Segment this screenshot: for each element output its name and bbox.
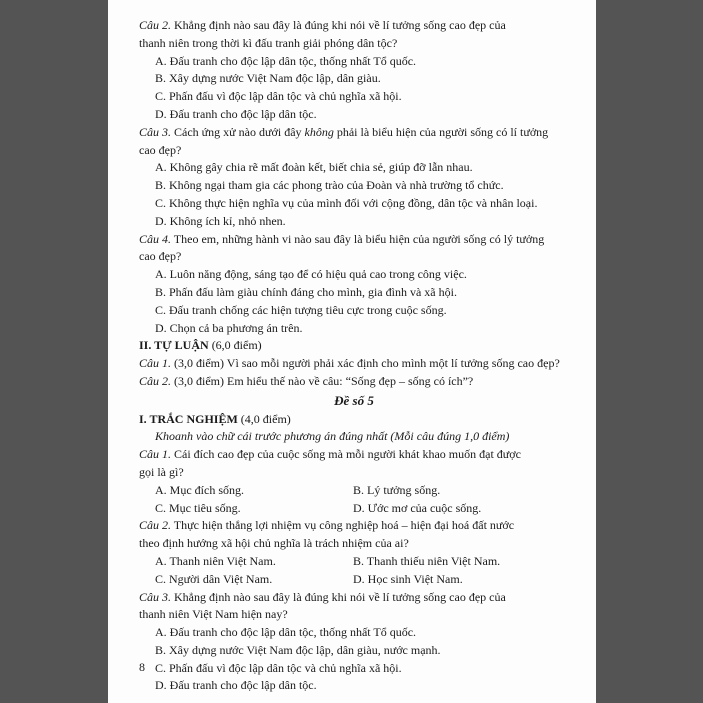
question-number: Câu 2. [139, 18, 172, 32]
question-number: Câu 4. [139, 231, 172, 246]
option-row [139, 482, 569, 500]
question-a2 [139, 17, 569, 35]
question-continuation: thanh niên trong thời kì đấu tranh giải phóng dân tộc? [139, 35, 398, 50]
question-number: Câu 2. [139, 518, 172, 533]
question-continuation: cao đẹp? [139, 249, 182, 264]
option: A. Mục đích sống. [155, 482, 244, 497]
option: D. Học sinh Việt Nam. [353, 571, 463, 586]
option: A. Đấu tranh cho độc lập dân tộc, thống nhất Tổ quốc. [155, 53, 417, 68]
question-text: Khẳng định nào sau đây là đúng khi nói về lí tưởng sống cao đẹp của [171, 589, 506, 604]
option: C. Mục tiêu sống. [155, 500, 241, 515]
question-text: Cách ứng xử nào dưới đây [171, 124, 305, 139]
question-number: Câu 2. [139, 373, 172, 388]
section-title: I. TRẮC NGHIỆM [139, 411, 238, 426]
option: D. Chọn cả ba phương án trên. [155, 320, 303, 335]
exam-title: Đề số 5 [334, 392, 374, 408]
question-text: Thực hiện thắng lợi nhiệm vụ công nghiệp hoá – hiện đại hoá đất nước [171, 518, 515, 533]
question-text: Cái đích cao đẹp của cuộc sống mà mỗi người khát khao muốn đạt được [171, 447, 521, 462]
option: B. Không ngại tham gia các phong trào của Đoàn và nhà trường tổ chức. [155, 178, 504, 193]
essay-question-2 [139, 373, 569, 391]
page-content [139, 17, 569, 695]
negation-word: không [304, 124, 334, 139]
essay-question-1 [139, 355, 569, 373]
question-continuation: gọi là gì? [139, 464, 184, 479]
question-text: Khẳng định nào sau đây là đúng khi nói về lí tưởng sống cao đẹp của [171, 18, 506, 32]
left-background-bar [0, 0, 108, 703]
option: C. Đấu tranh chống các hiện tượng tiêu cực trong cuộc sống. [155, 302, 447, 317]
option: D. Ước mơ của cuộc sống. [353, 500, 482, 515]
question-b1 [139, 446, 569, 464]
option: B. Thanh thiếu niên Việt Nam. [353, 553, 501, 568]
option-row [139, 571, 569, 589]
question-text: (3,0 điểm) Vì sao mỗi người phải xác định cho mình một lí tưởng sống cao đẹp? [171, 356, 560, 371]
section-points: (6,0 điểm) [208, 338, 262, 353]
option: A. Luôn năng động, sáng tạo để có hiệu quả cao trong công việc. [155, 267, 467, 282]
section-points: (4,0 điểm) [237, 411, 291, 426]
question-text: (3,0 điểm) Em hiểu thế nào về câu: “Sống đẹp – sống có ích”? [171, 373, 474, 388]
question-number: Câu 3. [139, 124, 172, 139]
question-continuation: thanh niên Việt Nam hiện nay? [139, 607, 288, 622]
option-row [139, 500, 569, 518]
question-continuation: theo định hướng xã hội chủ nghĩa là trách nhiệm của ai? [139, 536, 409, 551]
option: D. Không ích kỉ, nhỏ nhen. [155, 213, 286, 228]
option: C. Không thực hiện nghĩa vụ của mình đối với cộng đồng, dân tộc và nhân loại. [155, 195, 538, 210]
question-text: Theo em, những hành vi nào sau đây là biểu hiện của người sống có lý tưởng [171, 231, 545, 246]
document-page [108, 0, 596, 703]
option: B. Xây dựng nước Việt Nam độc lập, dân giàu. [155, 71, 381, 86]
question-number: Câu 1. [139, 447, 172, 462]
option: A. Không gây chia rẽ mất đoàn kết, biết chia sẻ, giúp đỡ lẫn nhau. [155, 160, 473, 175]
option: B. Phấn đấu làm giàu chính đáng cho mình, gia đình và xã hội. [155, 284, 457, 299]
option: A. Đấu tranh cho độc lập dân tộc, thống nhất Tổ quốc. [155, 625, 417, 640]
option: C. Người dân Việt Nam. [155, 571, 273, 586]
question-b3 [139, 589, 569, 607]
question-number: Câu 1. [139, 356, 172, 371]
option: A. Thanh niên Việt Nam. [155, 553, 276, 568]
question-a4 [139, 231, 569, 249]
section-heading-tuluan [139, 337, 569, 355]
section-title: II. TỰ LUẬN [139, 338, 209, 353]
section-heading-tracnghiem [139, 411, 569, 429]
option: D. Đấu tranh cho độc lập dân tộc. [155, 106, 317, 121]
question-number: Câu 3. [139, 589, 172, 604]
page-number: 8 [139, 660, 145, 674]
instruction-text: Khoanh vào chữ cái trước phương án đúng nhất (Mỗi câu đúng 1,0 điểm) [155, 429, 510, 444]
option: B. Xây dựng nước Việt Nam độc lập, dân giàu, nước mạnh. [155, 642, 441, 657]
option: D. Đấu tranh cho độc lập dân tộc. [155, 678, 317, 693]
option: B. Lý tưởng sống. [353, 482, 441, 497]
option-row [139, 553, 569, 571]
option: C. Phấn đấu vì độc lập dân tộc và chủ nghĩa xã hội. [155, 89, 402, 104]
question-continuation: cao đẹp? [139, 142, 182, 157]
option: C. Phấn đấu vì độc lập dân tộc và chủ nghĩa xã hội. [155, 660, 402, 675]
right-background-bar [596, 0, 703, 703]
question-text: phải là biểu hiện của người sống có lí tưởng [333, 124, 549, 139]
question-a3 [139, 124, 569, 142]
question-b2 [139, 517, 569, 535]
